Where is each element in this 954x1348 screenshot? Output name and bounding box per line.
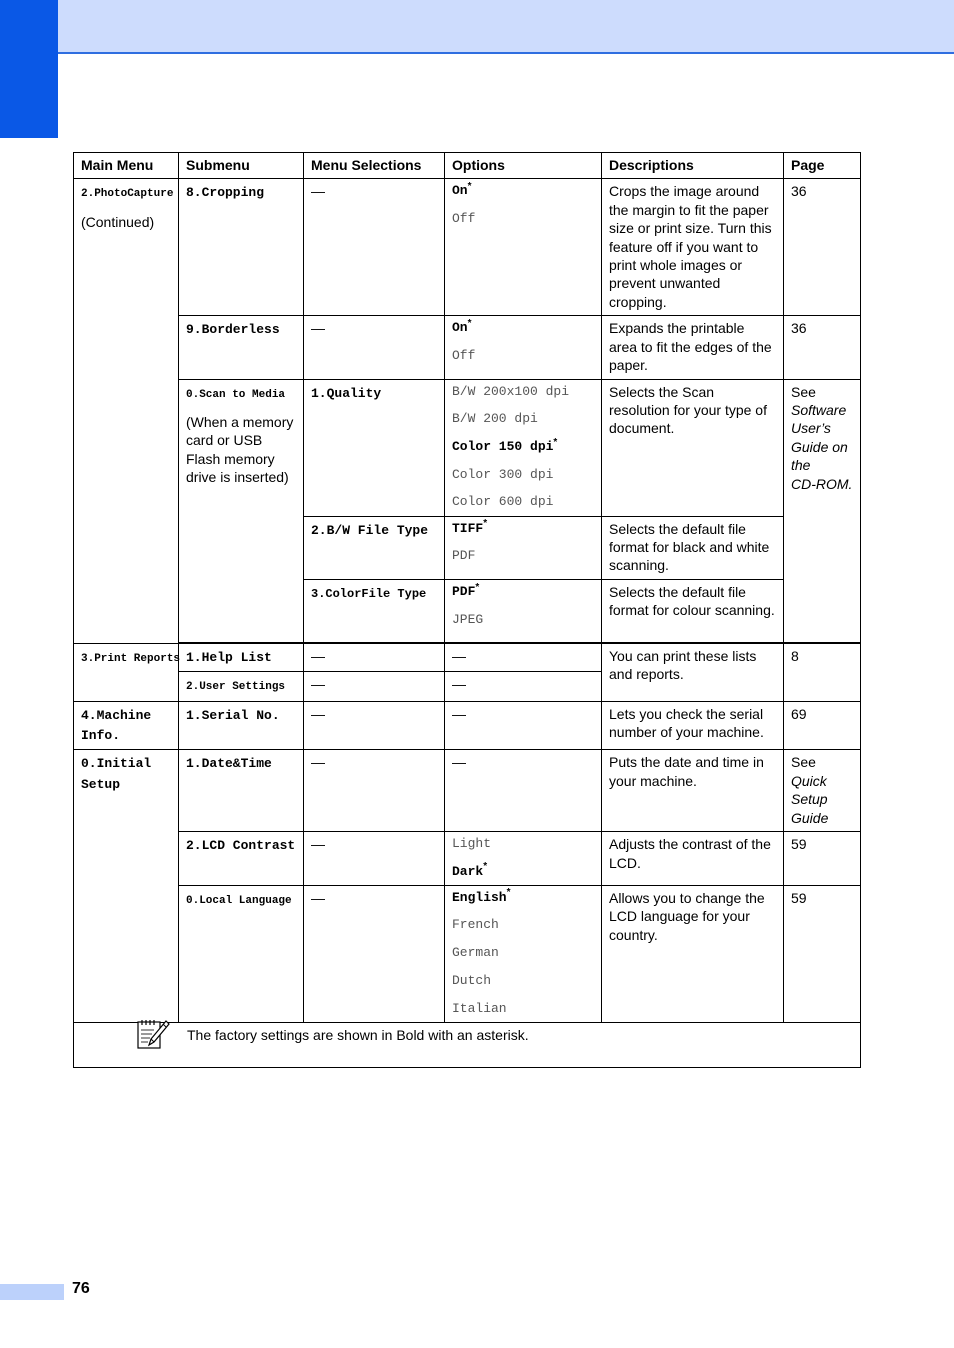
selection-cell <box>304 672 445 701</box>
page-cell: 59 <box>784 832 861 886</box>
selection-label: — <box>311 320 325 337</box>
option-default: TIFF * <box>452 520 594 538</box>
main-menu-label: 2.PhotoCapture <box>81 188 174 201</box>
header-band <box>0 0 954 54</box>
table-row <box>74 379 861 516</box>
options-cell <box>445 379 602 516</box>
description-cell: Allows you to change the LCD language for your country. <box>602 885 784 1022</box>
options-cell <box>445 672 602 701</box>
page-cell: 36 <box>784 179 861 316</box>
selection-cell <box>304 379 445 516</box>
selection-cell <box>304 701 445 750</box>
selection-cell <box>304 885 445 1022</box>
page-cell: 69 <box>784 701 861 750</box>
page-cell <box>784 750 861 832</box>
option: Light <box>452 836 492 852</box>
footer-bar <box>0 1284 64 1300</box>
page-ref-line: User’s <box>791 420 831 437</box>
selection-label: 2.B/W File Type <box>311 522 429 538</box>
main-menu-cell <box>74 750 179 1022</box>
page-cell: 8 <box>784 643 861 701</box>
options-cell <box>445 316 602 379</box>
description-cell: Puts the date and time in your machine. <box>602 750 784 832</box>
submenu-cell <box>179 885 304 1022</box>
submenu-label: 1.Serial No. <box>186 707 280 723</box>
selection-label: — <box>311 647 325 664</box>
option: Color 300 dpi <box>452 466 554 482</box>
option: — <box>452 676 466 693</box>
table-row <box>74 701 861 750</box>
submenu-cell <box>179 316 304 379</box>
submenu-cell <box>179 672 304 701</box>
submenu-label: 0.Local Language <box>186 894 292 907</box>
page-ref-line: Setup <box>791 791 828 808</box>
selection-label: — <box>311 705 325 722</box>
option-default: PDF * <box>452 583 594 601</box>
page-ref-line: See <box>791 383 816 400</box>
submenu-cell <box>179 179 304 316</box>
table-row <box>74 750 861 832</box>
option: — <box>452 647 466 664</box>
main-menu-cell <box>74 643 179 701</box>
main-menu-label: 4.Machine Info. <box>81 707 152 744</box>
option-default: Color 150 dpi * <box>452 438 594 456</box>
option: B/W 200x100 dpi <box>452 383 570 399</box>
description-cell: Crops the image around the margin to fit the paper size or print size. Turn this feature off if you want to print whole images or prevent unwanted cropping. <box>602 179 784 316</box>
selection-label: — <box>311 676 325 693</box>
submenu-label: 1.Date&Time <box>186 756 272 772</box>
page-cell: 59 <box>784 885 861 1022</box>
chapter-tab <box>0 0 58 138</box>
option: German <box>452 945 499 961</box>
option: JPEG <box>452 611 484 627</box>
note-pencil-icon <box>136 1016 170 1050</box>
note-row <box>74 1022 861 1067</box>
page-ref-line: the <box>791 457 811 474</box>
page-number: 76 <box>72 1280 90 1297</box>
selection-label: — <box>311 889 325 906</box>
header-page: Page <box>784 153 861 179</box>
options-cell <box>445 701 602 750</box>
option: Dutch <box>452 972 492 988</box>
description-cell: Adjusts the contrast of the LCD. <box>602 832 784 886</box>
table-row <box>74 832 861 886</box>
description-cell: Lets you check the serial number of your machine. <box>602 701 784 750</box>
selection-cell <box>304 179 445 316</box>
option: — <box>452 754 466 771</box>
submenu-cell <box>179 701 304 750</box>
description-cell: Selects the default file format for colour scanning. <box>602 579 784 642</box>
submenu-cell <box>179 643 304 671</box>
selection-label: — <box>311 183 325 200</box>
options-cell <box>445 832 602 886</box>
table-row <box>74 643 861 671</box>
submenu-label: 2.User Settings <box>186 681 286 694</box>
description-cell: Expands the printable area to fit the edges of the paper. <box>602 316 784 379</box>
option: PDF <box>452 548 476 564</box>
selection-label: 1.Quality <box>311 385 382 401</box>
description-cell: You can print these lists and reports. <box>602 643 784 701</box>
page-ref-line: See <box>791 754 816 771</box>
page-cell <box>784 379 861 642</box>
main-menu-cell <box>74 701 179 750</box>
option: B/W 200 dpi <box>452 411 538 427</box>
selection-cell <box>304 832 445 886</box>
options-cell <box>445 516 602 579</box>
main-menu-cell <box>74 179 179 643</box>
table-row <box>74 179 861 316</box>
selection-label: — <box>311 754 325 771</box>
main-menu-label: 0.Initial Setup <box>81 756 152 792</box>
selection-cell <box>304 750 445 832</box>
option: — <box>452 705 466 722</box>
selection-cell <box>304 316 445 379</box>
note-text: The factory settings are shown in Bold with an asterisk. <box>187 1026 529 1043</box>
page-ref-line: Software <box>791 402 847 419</box>
selection-cell <box>304 579 445 642</box>
option-default: English * <box>452 889 594 907</box>
page-ref-line: Guide <box>791 809 829 826</box>
submenu-label: 9.Borderless <box>186 322 280 338</box>
option: Off <box>452 348 476 364</box>
submenu-cell <box>179 832 304 886</box>
options-cell <box>445 643 602 671</box>
options-cell <box>445 579 602 642</box>
table-row <box>74 885 861 1022</box>
submenu-cell <box>179 750 304 832</box>
option-default: On * <box>452 182 594 200</box>
selection-label: — <box>311 836 325 853</box>
header-descriptions: Descriptions <box>602 153 784 179</box>
option: Italian <box>452 1000 507 1016</box>
option: Off <box>452 211 476 227</box>
submenu-label: 8.Cropping <box>186 185 265 201</box>
page-ref-line: Quick <box>791 772 827 789</box>
selection-cell <box>304 516 445 579</box>
options-cell <box>445 750 602 832</box>
description-cell: Selects the default file format for black and white scanning. <box>602 516 784 579</box>
options-cell <box>445 179 602 316</box>
submenu-label: 0.Scan to Media <box>186 388 286 401</box>
selection-label: 3.ColorFile Type <box>311 586 427 601</box>
header-row <box>74 153 861 179</box>
header-main-menu: Main Menu <box>74 153 179 179</box>
menu-table <box>73 152 861 1068</box>
header-menu-selections: Menu Selections <box>304 153 445 179</box>
main-menu-label: 3.Print Reports <box>81 652 181 665</box>
submenu-cell <box>179 379 304 642</box>
option: French <box>452 917 499 933</box>
page-cell: 36 <box>784 316 861 379</box>
selection-cell <box>304 643 445 671</box>
submenu-label: 1.Help List <box>186 649 272 665</box>
page-ref-line: Guide on <box>791 438 848 455</box>
submenu-note: (When a memory card or USB Flash memory drive is inserted) <box>186 414 294 486</box>
continued-label: (Continued) <box>81 213 155 230</box>
option: Color 600 dpi <box>452 494 554 510</box>
option-default: On * <box>452 319 594 337</box>
description-cell: Selects the Scan resolution for your type of document. <box>602 379 784 516</box>
submenu-label: 2.LCD Contrast <box>186 838 296 854</box>
page-ref-line: CD-ROM. <box>791 475 853 492</box>
header-submenu: Submenu <box>179 153 304 179</box>
options-cell <box>445 885 602 1022</box>
note-cell <box>74 1022 861 1067</box>
option-default: Dark * <box>452 863 594 881</box>
header-options: Options <box>445 153 602 179</box>
table-row <box>74 316 861 379</box>
